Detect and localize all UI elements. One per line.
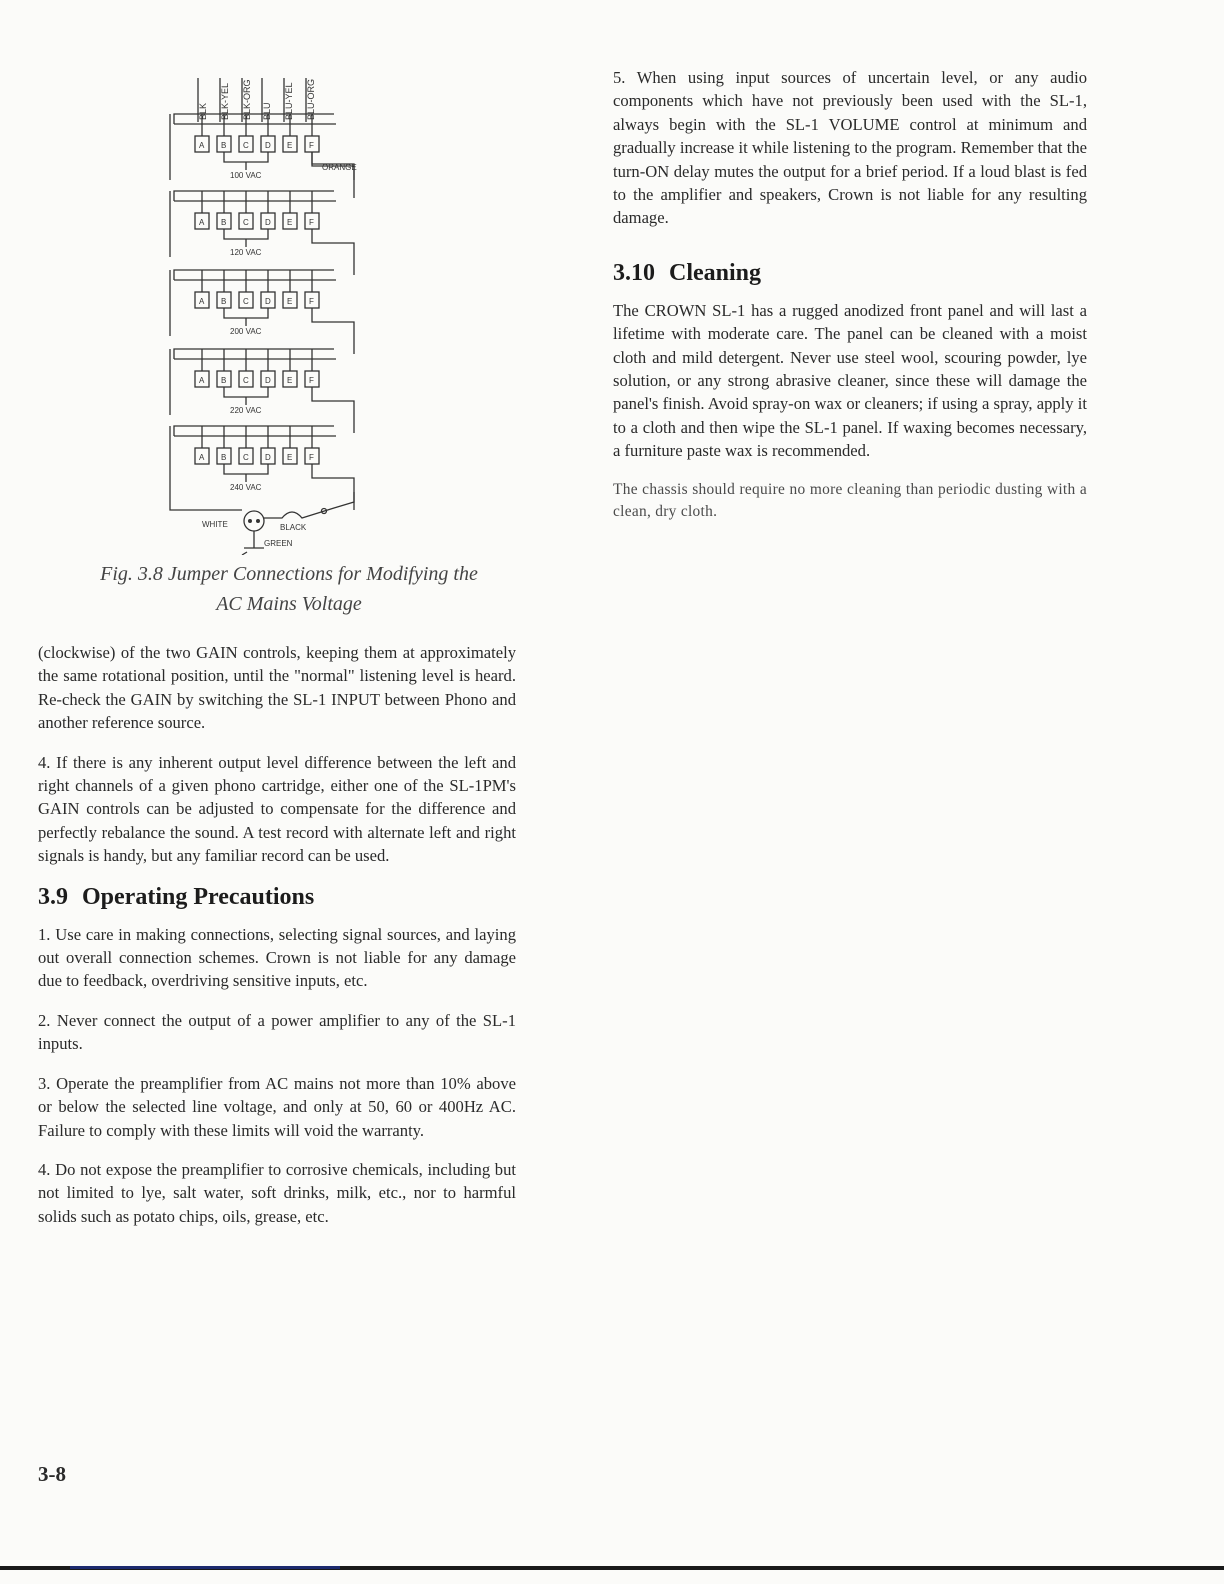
precaution-item-2: 2. Never connect the output of a power amplifier to any of the SL-1 inputs. xyxy=(38,1010,516,1054)
wire-label: BLU-YEL xyxy=(284,82,294,120)
terminal-label: F xyxy=(309,141,314,150)
wire-label: BLU-ORG xyxy=(306,78,316,120)
figure-caption xyxy=(38,559,516,619)
terminal-label: B xyxy=(221,453,227,462)
terminal-label: E xyxy=(287,218,293,227)
cleaning-paragraph-2: The chassis should require no more cleaning than periodic dusting with a clean, dry cloth. xyxy=(613,480,1087,520)
terminal-label: F xyxy=(309,453,314,462)
terminal-label: B xyxy=(221,297,227,306)
jumper-link xyxy=(224,152,268,162)
jumper-link xyxy=(224,464,268,474)
voltage-label: 200 VAC xyxy=(230,327,262,336)
figure-caption-line2: AC Mains Voltage xyxy=(216,593,362,615)
precaution-item-1: 1. Use care in making connections, selecting signal sources, and laying out overall connection schemes. Crown is not liable for any damage due to feedback, overdriving sensitive inputs, etc. xyxy=(38,924,516,991)
terminal-label: E xyxy=(287,453,293,462)
ground-wire xyxy=(242,531,264,555)
terminal-label: F xyxy=(309,376,314,385)
right-rail xyxy=(312,308,354,354)
terminal-label: E xyxy=(287,376,293,385)
black-label: BLACK xyxy=(280,523,307,532)
terminal-label: C xyxy=(243,297,249,306)
terminal-label: F xyxy=(309,297,314,306)
cleaning-paragraph-1: The CROWN SL-1 has a rugged anodized front panel and will last a lifetime with moderate care. The panel can be cleaned with a moist cloth and mild detergent. Never use steel wool, scouring powder, lye solution, or any strong abrasive cleaner, since these will damage the panel's finish. Avoid spray-on wax or cleaners; if using a spray, apply it to a cloth and then wipe the SL-1 panel. If waxing becomes necessary, a furniture paste wax is recommended. xyxy=(613,300,1087,461)
terminal-label: A xyxy=(199,453,205,462)
terminal-label: B xyxy=(221,141,227,150)
jumper-connections-diagram xyxy=(164,40,424,555)
terminal-label: C xyxy=(243,453,249,462)
wire-label: BLK xyxy=(198,102,208,120)
precaution-item-3: 3. Operate the preamplifier from AC mains not more than 10% above or below the selected line voltage, and only at 50, 60 or 400Hz AC. Failure to comply with these limits will void the warranty. xyxy=(38,1073,516,1140)
precaution-item-4: 4. Do not expose the preamplifier to corrosive chemicals, including but not limited to lye, salt water, soft drinks, milk, etc., nor to harmful solids such as potato chips, oils, grease, etc. xyxy=(38,1159,516,1226)
right-column xyxy=(613,66,1087,539)
terminal-label: A xyxy=(199,218,205,227)
terminal-label: C xyxy=(243,218,249,227)
terminal-label: E xyxy=(287,141,293,150)
wire-label: BLK-YEL xyxy=(220,82,230,120)
section-number: 3.10 xyxy=(613,259,655,286)
left-column xyxy=(38,40,516,1244)
voltage-label: 120 VAC xyxy=(230,248,262,257)
terminal-label: F xyxy=(309,218,314,227)
orange-label: ORANGE xyxy=(322,163,357,172)
white-label: WHITE xyxy=(202,520,228,529)
right-rail xyxy=(312,229,354,275)
section-number: 3.9 xyxy=(38,883,68,910)
green-label: GREEN xyxy=(264,539,293,548)
voltage-label: 240 VAC xyxy=(230,483,262,492)
terminal-label: A xyxy=(199,376,205,385)
section-title: Operating Precautions xyxy=(82,883,315,910)
terminal-label: A xyxy=(199,141,205,150)
ac-plug xyxy=(244,511,264,531)
terminal-label: D xyxy=(265,218,271,227)
terminal-label: D xyxy=(265,453,271,462)
figure-caption-line1: Fig. 3.8 Jumper Connections for Modifying the xyxy=(100,563,478,585)
bottom-rule-accent xyxy=(70,1566,340,1569)
paragraph-gain-continued: (clockwise) of the two GAIN controls, keeping them at approximately the same rotational position, until the "normal" listening level is heard. Re-check the GAIN by switching the SL-1 INPUT between Phono and another reference source. xyxy=(38,643,516,733)
black-wire-switch xyxy=(264,492,354,518)
page-number: 3-8 xyxy=(38,1462,66,1486)
plug-pin xyxy=(256,519,260,523)
jumper-link xyxy=(224,308,268,318)
terminal-label: E xyxy=(287,297,293,306)
terminal-label: D xyxy=(265,141,271,150)
wire-label: BLK-ORG xyxy=(242,79,252,120)
precaution-item-5: 5. When using input sources of uncertain level, or any audio components which have not previously been used with the SL-1, always begin with the SL-1 VOLUME control at minimum and gradually increase it while listening to the program. Remember that the turn-ON delay mutes the output for a brief period. If a loud blast is fed to the amplifier and speakers, Crown is not liable for any resulting damage. xyxy=(613,68,1087,228)
section-title: Cleaning xyxy=(669,259,762,286)
wire-label: BLU xyxy=(262,102,272,120)
terminal-label: D xyxy=(265,297,271,306)
terminal-label: B xyxy=(221,218,227,227)
terminal-label: D xyxy=(265,376,271,385)
jumper-link xyxy=(224,387,268,397)
terminal-label: C xyxy=(243,376,249,385)
terminal-label: C xyxy=(243,141,249,150)
terminal-label: A xyxy=(199,297,205,306)
right-rail xyxy=(312,464,354,510)
plug-pin xyxy=(248,519,252,523)
voltage-label: 220 VAC xyxy=(230,406,262,415)
section-heading-operating-precautions xyxy=(38,884,516,911)
section-heading-cleaning xyxy=(613,260,1087,287)
white-wire xyxy=(170,492,242,510)
voltage-label: 100 VAC xyxy=(230,171,262,180)
terminal-label: B xyxy=(221,376,227,385)
jumper-link xyxy=(224,229,268,239)
paragraph-item-4-balance: 4. If there is any inherent output level difference between the left and right channels of a given phono cartridge, either one of the SL-1PM's GAIN controls can be adjusted to compensate for the difference and perfectly rebalance the sound. A test record with alternate left and right signals is handy, but any familiar record can be used. xyxy=(38,752,516,866)
